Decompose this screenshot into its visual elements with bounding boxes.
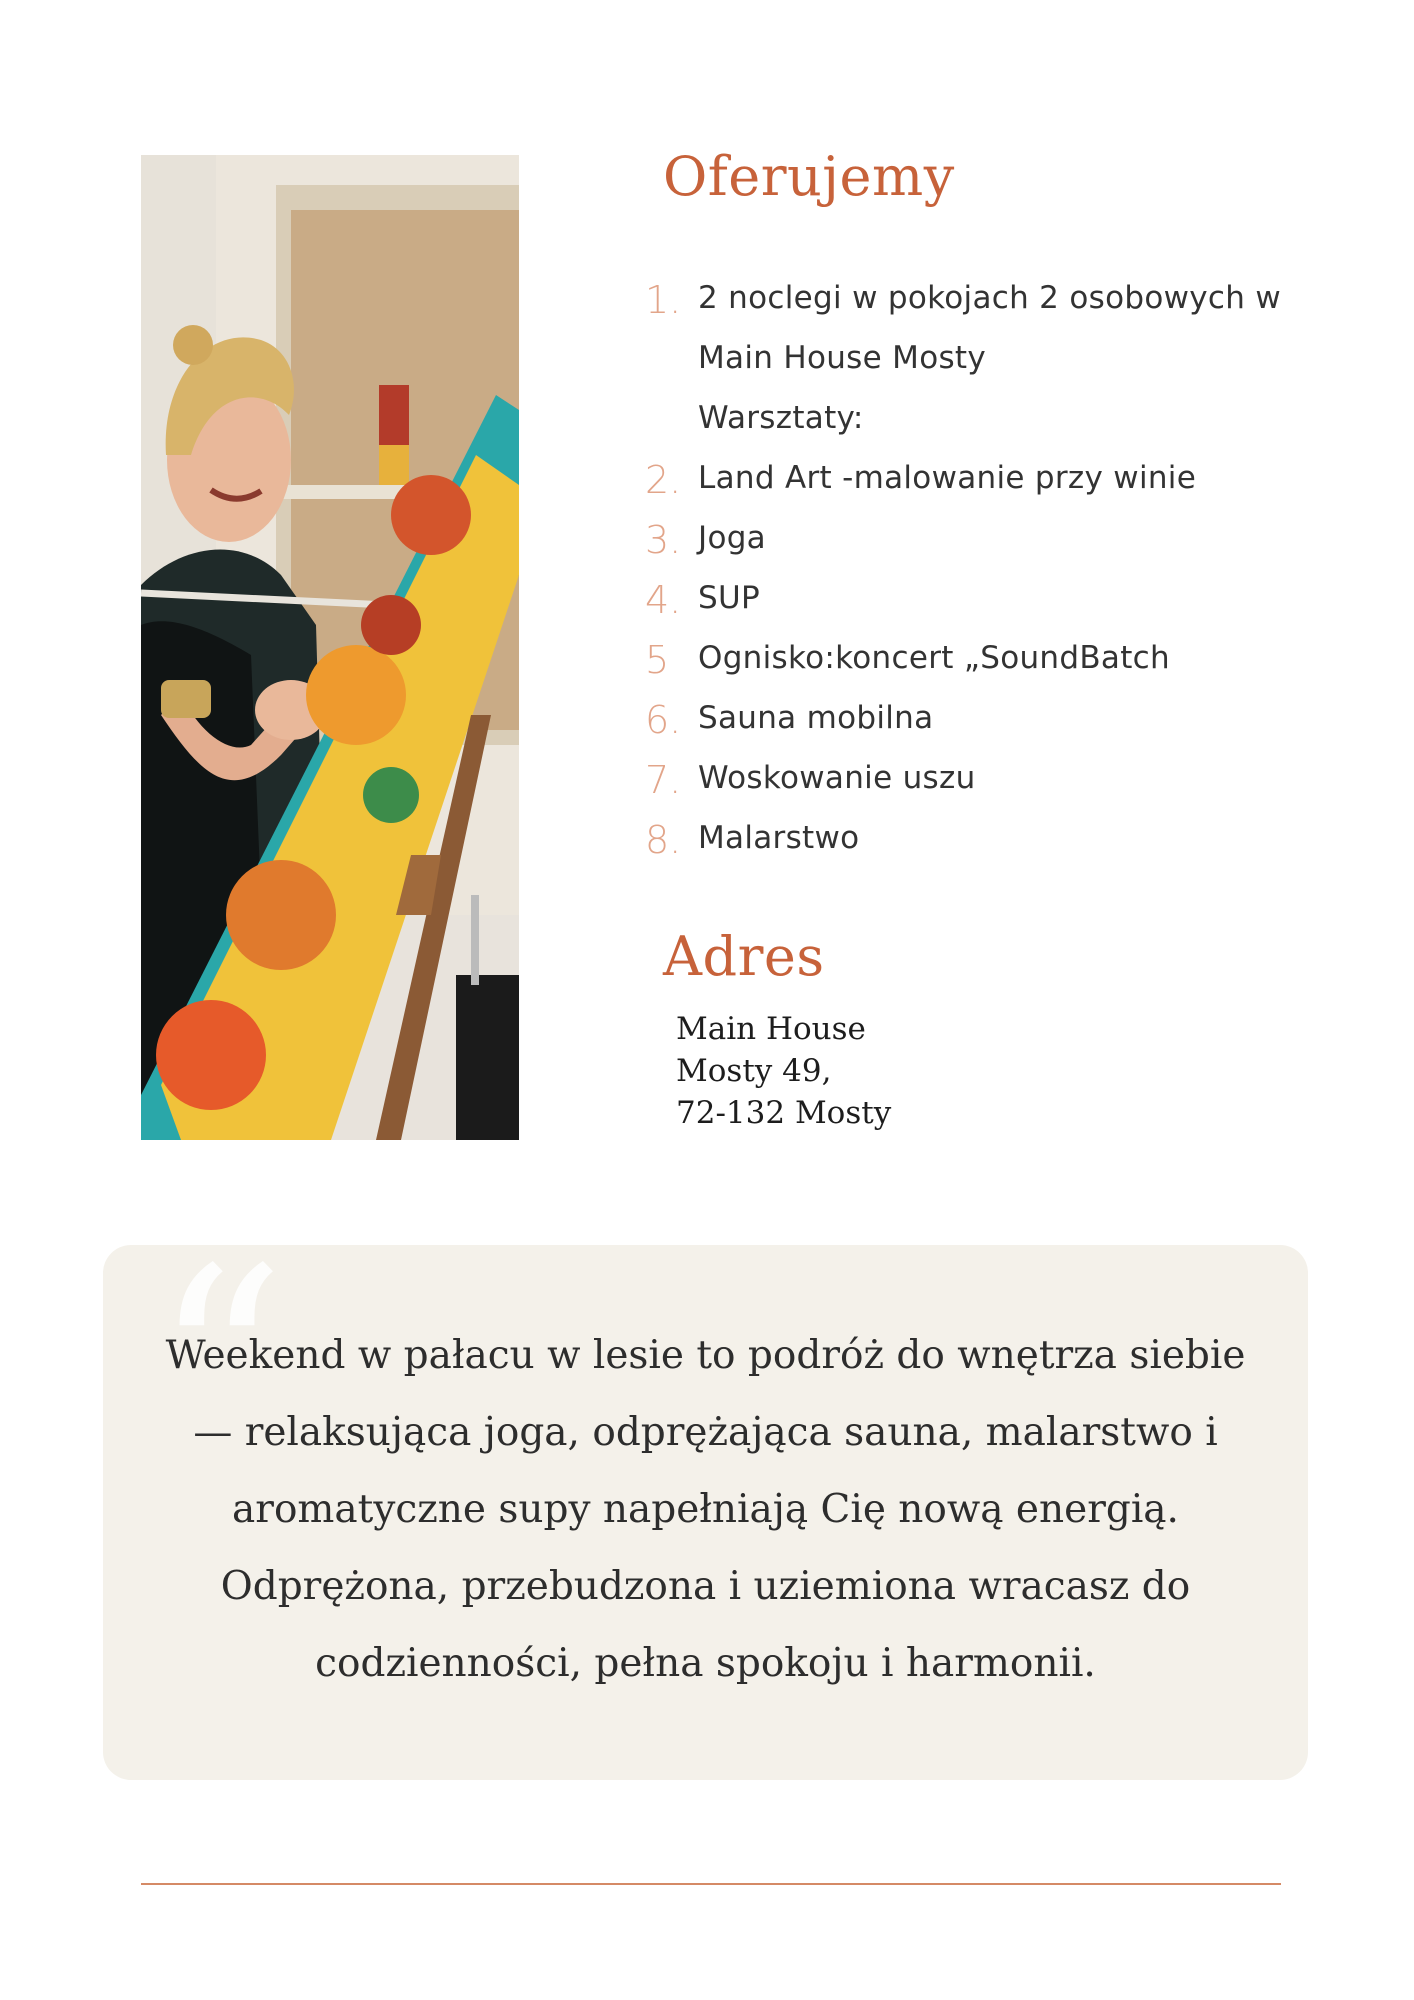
- quote-mark-icon: “: [153, 1214, 286, 1516]
- offer-item-text: Sauna mobilna: [698, 700, 934, 736]
- offer-item: [640, 570, 1300, 630]
- offer-item-text: Warsztaty:: [698, 400, 864, 436]
- offer-item: [640, 750, 1300, 810]
- painting-photo: [141, 155, 519, 1140]
- offer-item-text: SUP: [698, 580, 760, 616]
- footer-divider: [141, 1883, 1281, 1885]
- offer-item-text: Joga: [698, 520, 766, 556]
- quote-line: — relaksująca joga, odprężająca sauna, malarstwo i: [193, 1410, 1218, 1455]
- offer-item-text: Malarstwo: [698, 820, 860, 856]
- quote-box: [103, 1214, 1308, 1780]
- offer-item: [640, 690, 1300, 750]
- address-line: 72-132 Mosty: [676, 1095, 892, 1131]
- offer-item-number: 3.: [645, 518, 682, 562]
- quote-line: Weekend w pałacu w lesie to podróż do wnętrza siebie: [165, 1333, 1246, 1378]
- offer-item: [640, 630, 1300, 690]
- woman-painting-illustration: [141, 155, 519, 1140]
- offer-item-number: 2.: [645, 458, 682, 502]
- offer-list: [640, 270, 1300, 870]
- quote-line: aromatyczne supy napełniają Cię nową energią.: [232, 1487, 1179, 1532]
- address-line: Mosty 49,: [676, 1053, 832, 1089]
- offer-item-text: Main House Mosty: [698, 340, 987, 376]
- offer-item-text: Land Art -malowanie przy winie: [698, 460, 1197, 496]
- offer-item: [640, 270, 1300, 330]
- offer-item-number: 6.: [645, 698, 682, 742]
- address-line: Main House: [676, 1011, 866, 1047]
- quote-line: Odprężona, przebudzona i uziemiona wracasz do: [220, 1564, 1191, 1609]
- offer-item-number: 5: [645, 638, 670, 682]
- offer-item-text: Ognisko:koncert „SoundBatch: [698, 640, 1170, 676]
- quote-line: codzienności, pełna spokoju i harmonii.: [315, 1641, 1096, 1686]
- offer-item-number: 1.: [645, 278, 682, 322]
- offer-item-number: 7.: [645, 758, 682, 802]
- offer-item-number: 4.: [645, 578, 682, 622]
- quote-text: [143, 1317, 1268, 1702]
- offer-item-number: 8.: [645, 818, 682, 862]
- address-title: Adres: [663, 925, 825, 988]
- offer-item-text: 2 noclegi w pokojach 2 osobowych w: [698, 280, 1281, 316]
- offer-item-text: Woskowanie uszu: [698, 760, 976, 796]
- address-block: [676, 1008, 891, 1134]
- offer-item: [640, 450, 1300, 510]
- offer-item: [640, 330, 1300, 390]
- offer-item: [640, 810, 1300, 870]
- offer-title: Oferujemy: [663, 145, 955, 208]
- offer-item: [640, 390, 1300, 450]
- offer-item: [640, 510, 1300, 570]
